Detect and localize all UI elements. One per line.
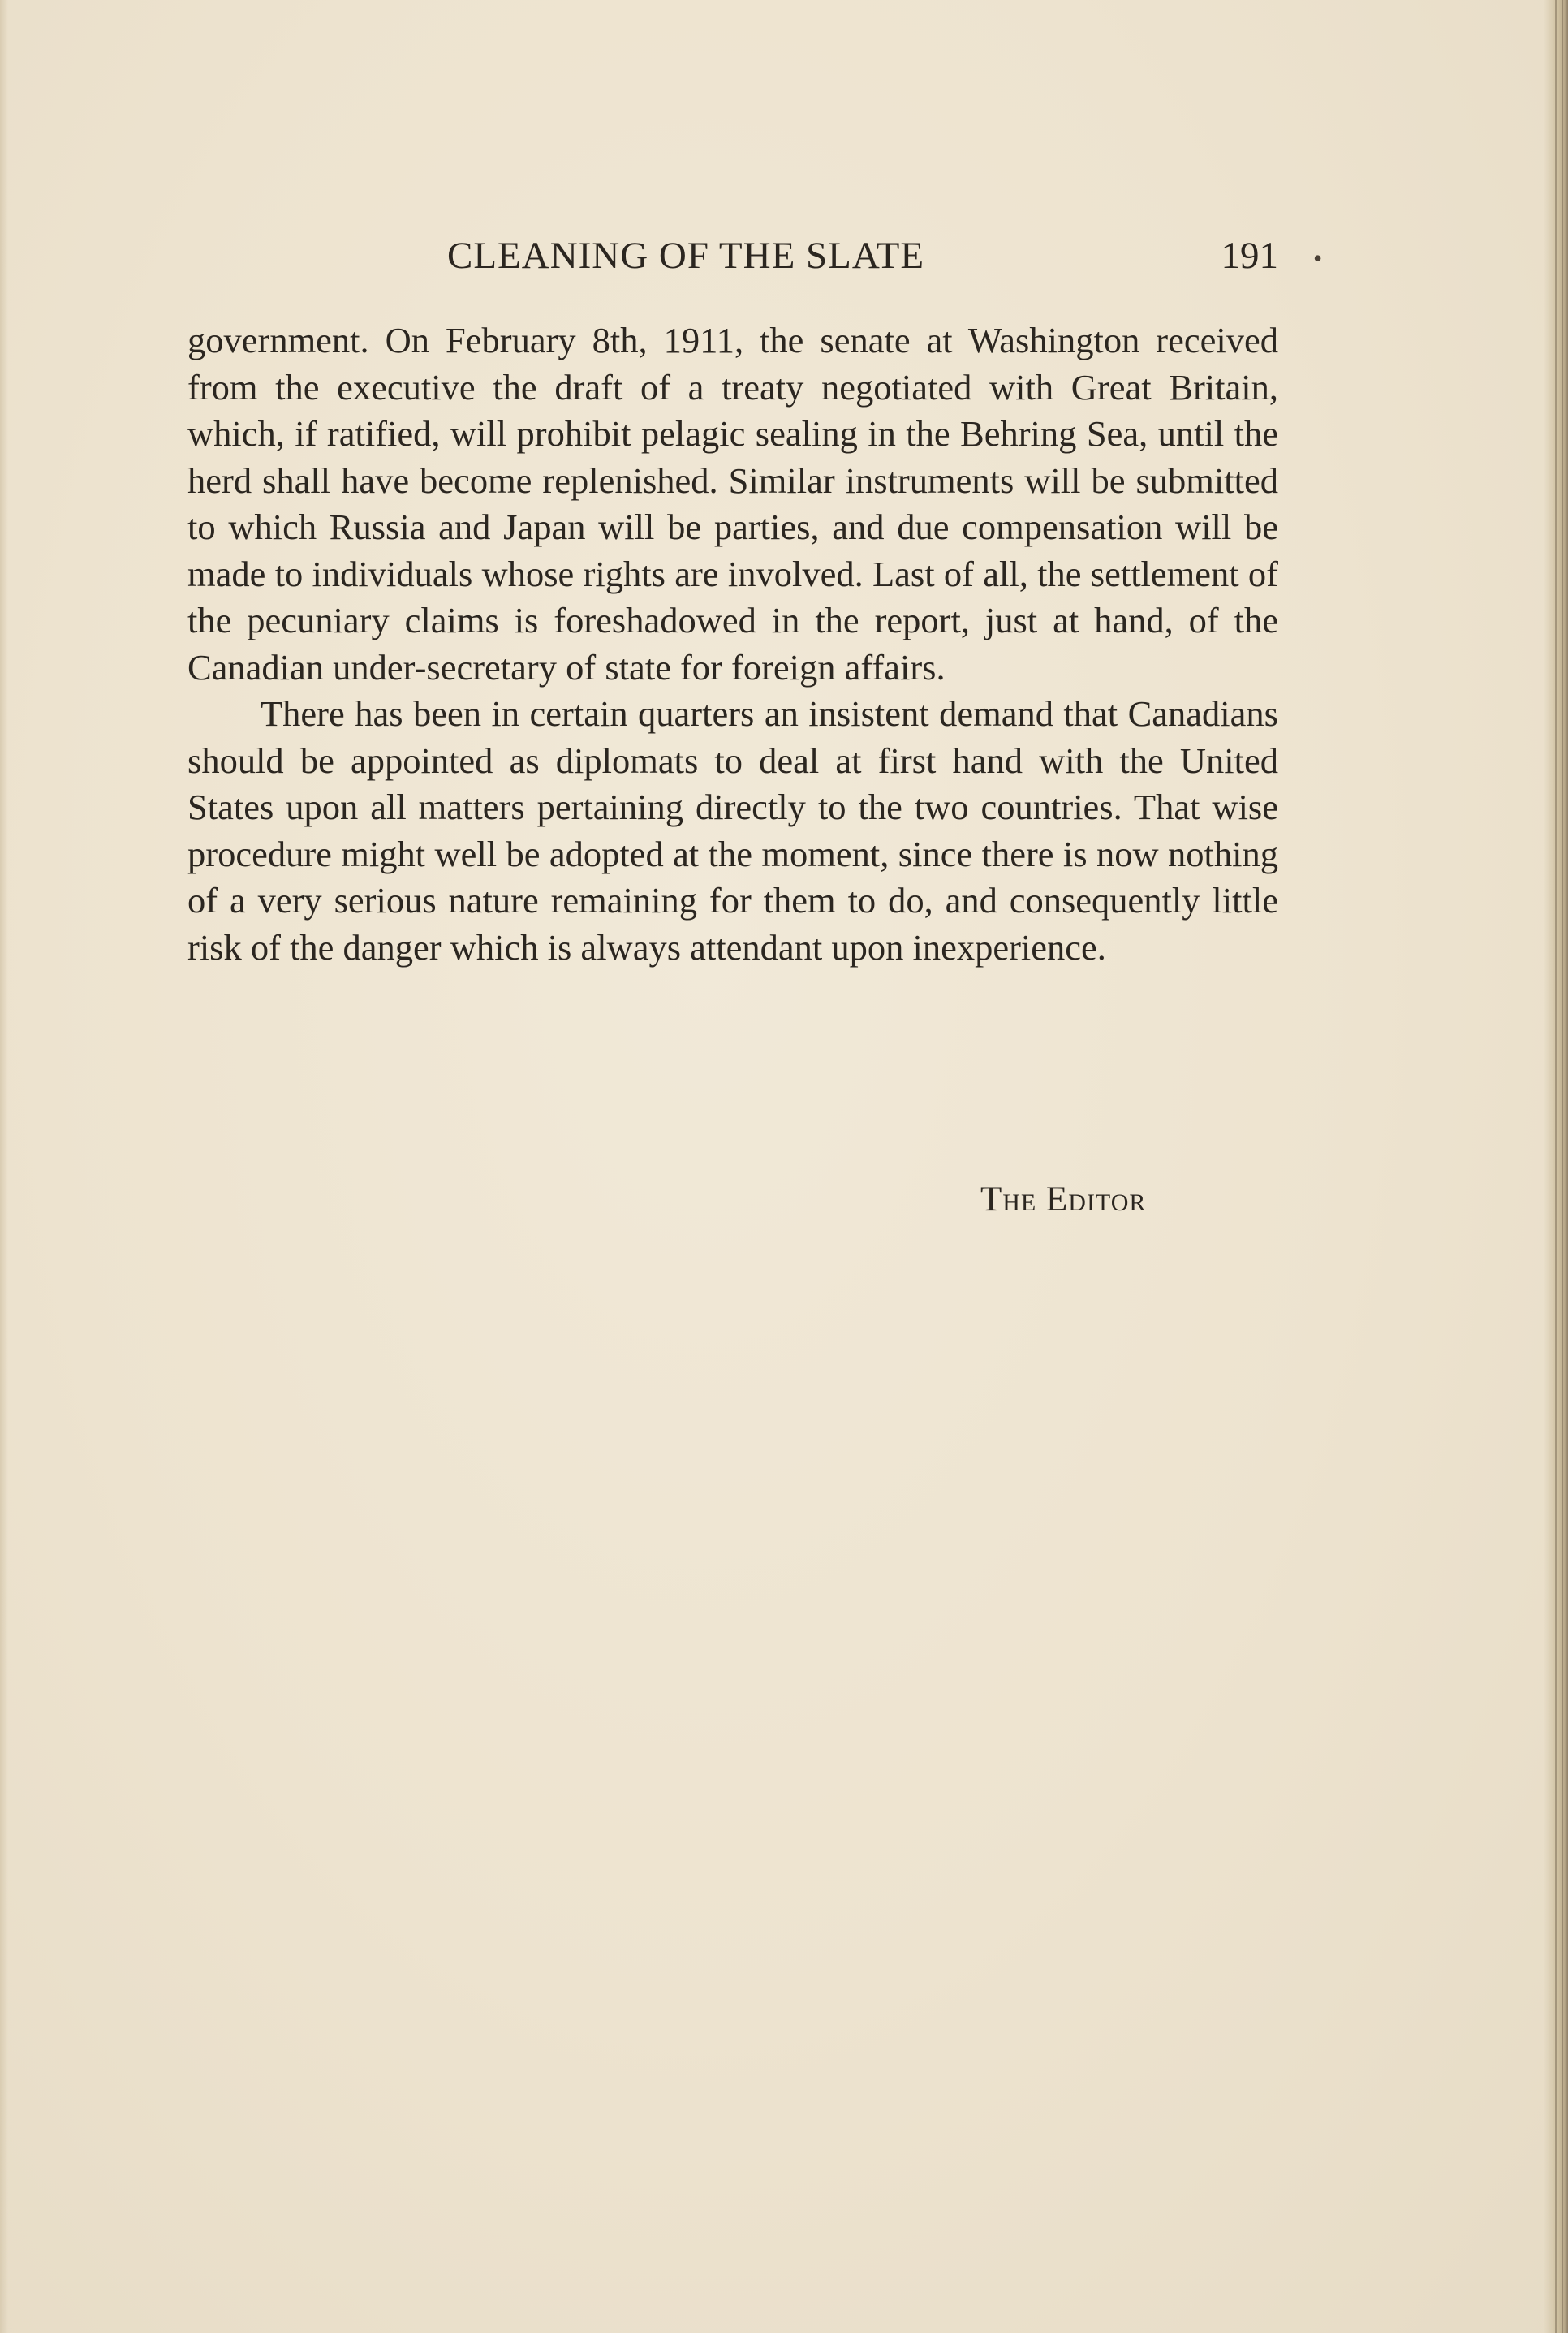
signature: The Editor: [980, 1180, 1147, 1218]
page-number: 191: [1221, 235, 1278, 277]
page-edge-line: [1555, 0, 1557, 2333]
paragraph-1: government. On February 8th, 1911, the senate at Washington received from the executive the draft of a treaty negotiated with Great Britain, which, if ratified, will prohibit pelagic sealing in the Behring Sea, until the herd shall have become replenished. Similar instruments will be submitted to which Russia and Japan will be parties, and due compensation will be made to individuals whose rights are involved. Last of all, the settlement of the pecuniary claims is foreshadowed in the report, just at hand, of the Canadian under-secretary of state for foreign affairs.: [187, 320, 1278, 688]
page-left-edge: [0, 0, 8, 2333]
page-header: [191, 234, 1278, 282]
article-body: [187, 317, 1278, 971]
header-mark: •: [1313, 244, 1323, 273]
paragraph-2: There has been in certain quarters an insistent demand that Canadians should be appointed as diplomats to deal at first hand with the United States upon all matters pertaining directly to the two countries. That wise procedure might well be adopted at the moment, since there is now nothing of a very serious nature remaining for them to do, and consequently little risk of the danger which is always attendant upon inexperience.: [187, 693, 1278, 968]
page-edge-line-outer: [1562, 0, 1563, 2333]
running-head: CLEANING OF THE SLATE: [447, 235, 925, 277]
